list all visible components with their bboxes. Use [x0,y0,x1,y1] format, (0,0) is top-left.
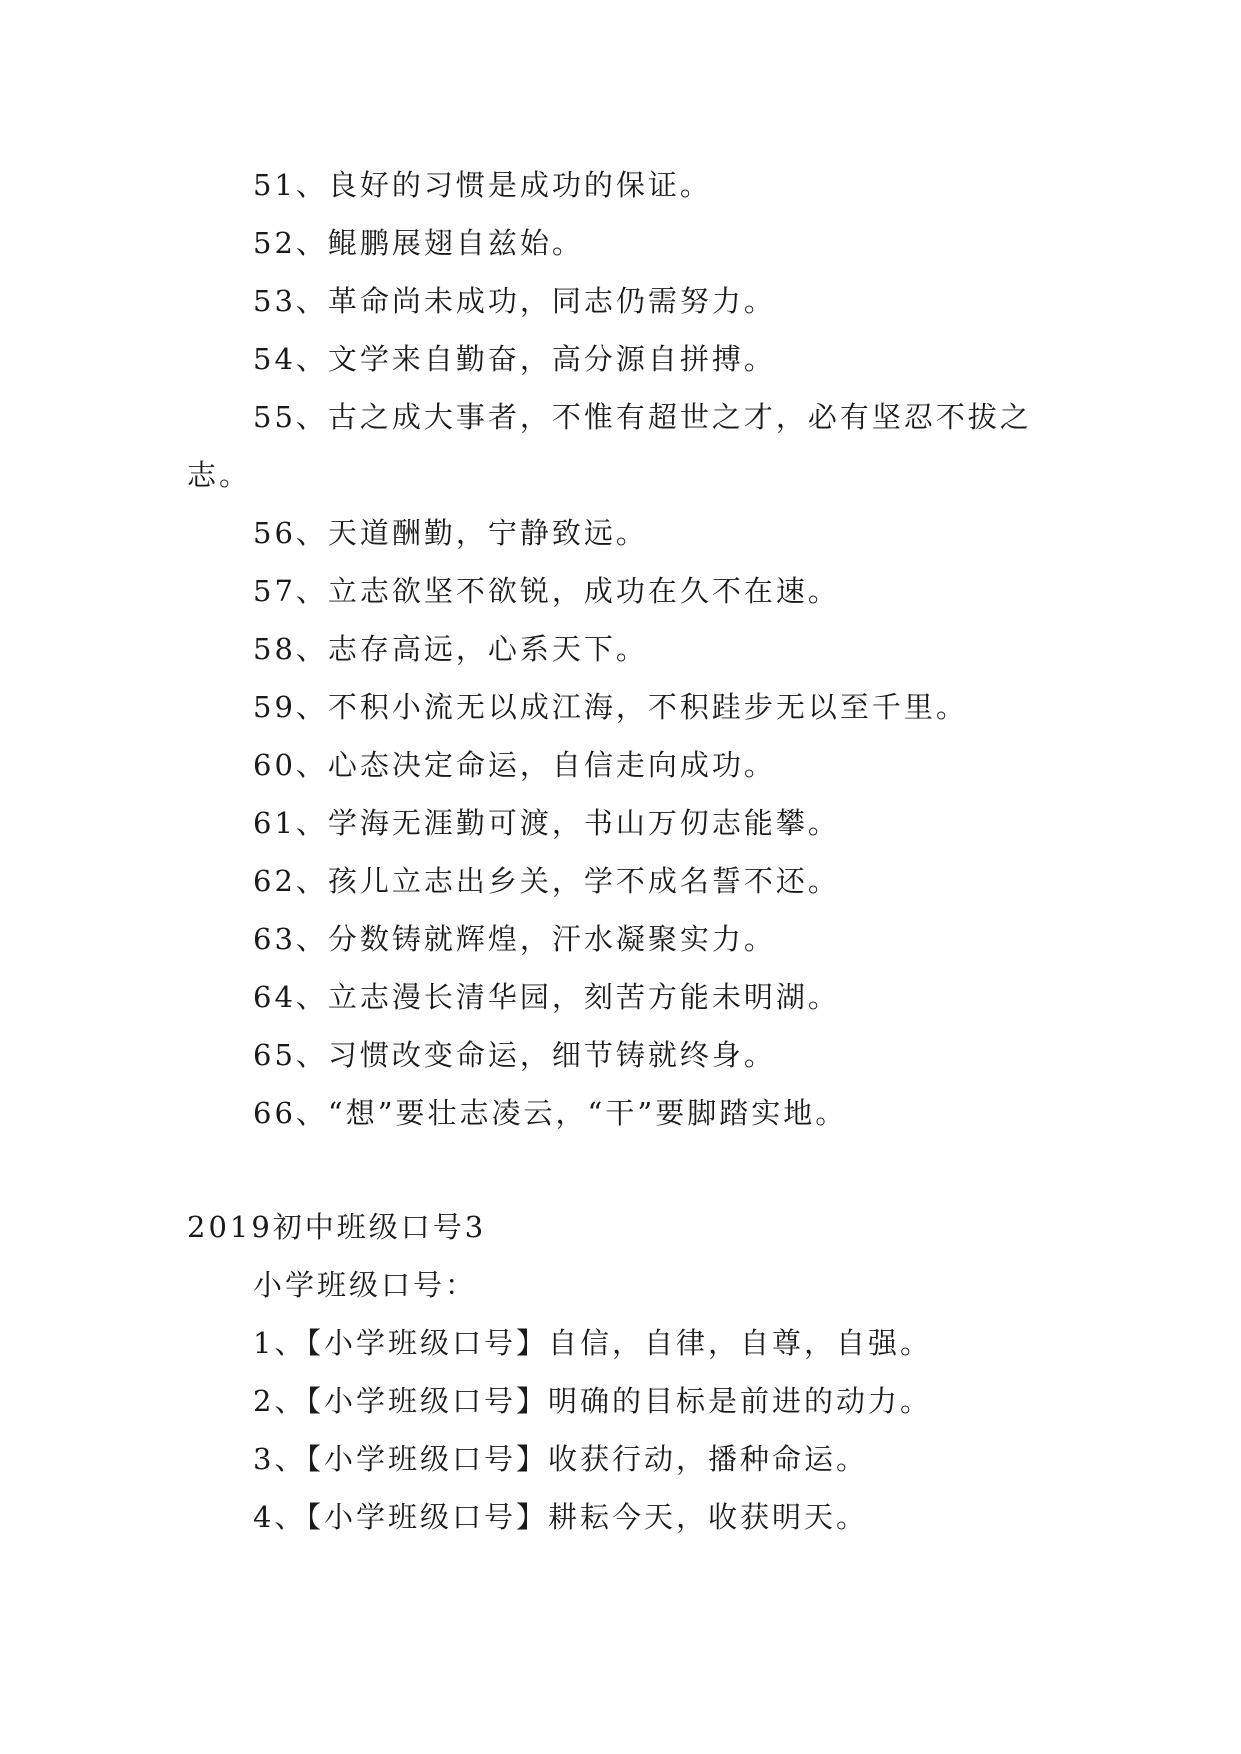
slogan-line-55-continuation: 志。 [187,458,252,492]
slogan-line-61: 61、学海无涯勤可渡，书山万仞志能攀。 [253,806,840,840]
slogan-line-55: 55、古之成大事者，不惟有超世之才，必有坚忍不拔之 [253,400,1032,434]
slogan-line-62: 62、孩儿立志出乡关，学不成名誓不还。 [253,864,840,898]
slogan-line-51: 51、良好的习惯是成功的保证。 [253,168,712,202]
slogan-line-58: 58、志存高远，心系天下。 [253,632,648,666]
slogan-line-54: 54、文学来自勤奋，高分源自拼搏。 [253,342,776,376]
section-heading: 2019初中班级口号3 [187,1210,487,1244]
slogan-line-60: 60、心态决定命运，自信走向成功。 [253,748,776,782]
slogan-line-59: 59、不积小流无以成江海，不积跬步无以至千里。 [253,690,968,724]
slogan-line-57: 57、立志欲坚不欲锐，成功在久不在速。 [253,574,840,608]
slogan-line-63: 63、分数铸就辉煌，汗水凝聚实力。 [253,922,776,956]
slogan-line-66: 66、“想”要壮志凌云，“干”要脚踏实地。 [253,1096,848,1130]
slogan-line-65: 65、习惯改变命运，细节铸就终身。 [253,1038,776,1072]
primary-slogan-1: 1、【小学班级口号】自信，自律，自尊，自强。 [253,1326,932,1360]
section-subheading: 小学班级口号： [253,1268,478,1302]
primary-slogan-2: 2、【小学班级口号】明确的目标是前进的动力。 [253,1384,932,1418]
slogan-line-56: 56、天道酬勤，宁静致远。 [253,516,648,550]
slogan-line-53: 53、革命尚未成功，同志仍需努力。 [253,284,776,318]
slogan-line-52: 52、鲲鹏展翅自兹始。 [253,226,584,260]
primary-slogan-4: 4、【小学班级口号】耕耘今天，收获明天。 [253,1500,868,1534]
primary-slogan-3: 3、【小学班级口号】收获行动，播种命运。 [253,1442,868,1476]
slogan-line-64: 64、立志漫长清华园，刻苦方能未明湖。 [253,980,840,1014]
